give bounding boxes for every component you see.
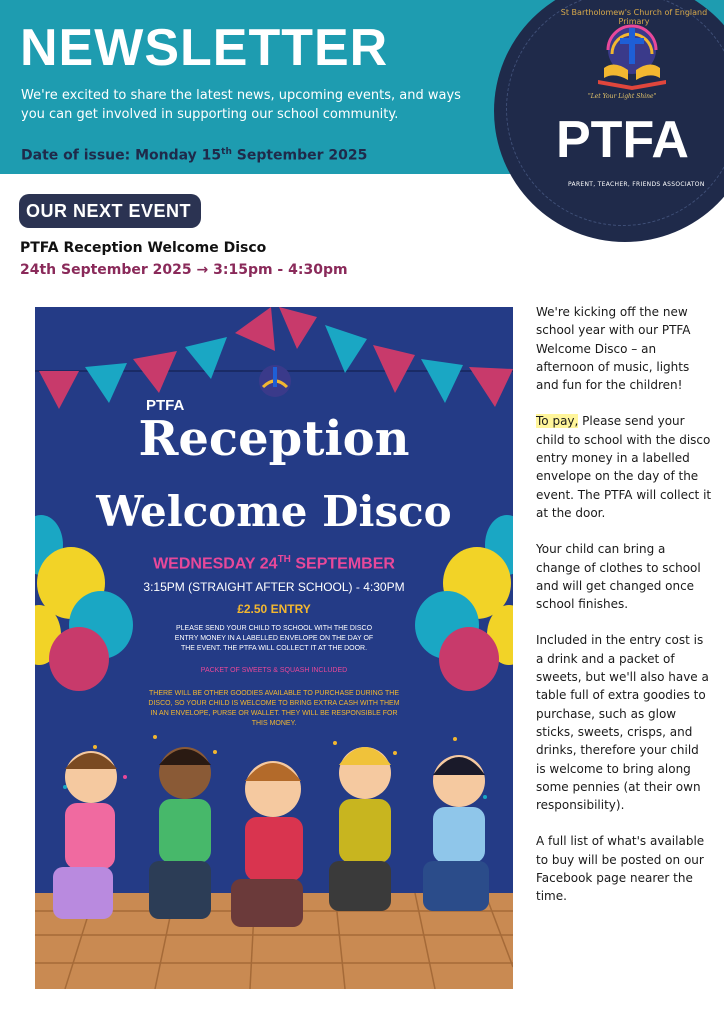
paragraph-intro: We're kicking off the new school year with our PTFA Welcome Disco – an afternoon of music, lights and fun for the children!	[536, 305, 691, 393]
paragraph-payment-text: Please send your child to school with the disco entry money in a labelled envelope on the day of the event. The PTFA will collect it at the door.	[536, 414, 712, 520]
event-description	[536, 303, 712, 924]
poster-date	[35, 554, 513, 573]
poster-title-line1: Reception	[138, 411, 410, 467]
ptfa-logo-text: PTFA	[556, 111, 689, 169]
issue-date-rest: September 2025	[231, 147, 368, 164]
school-name: St Bartholomew's Church of England Primary	[560, 8, 708, 26]
poster-goodies-note: THERE WILL BE OTHER GOODIES AVAILABLE TO PURCHASE DURING THE DISCO, SO YOUR CHILD IS WELCOME TO BRING EXTRA CASH WITH THEM IN AN ENVELOPE, PURSE OR WALLET. THEY WILL BE RESPONSIBLE FOR THIS MONEY.	[148, 690, 400, 727]
issue-date-suffix: th	[221, 147, 232, 157]
paragraph-included: Included in the entry cost is a drink and a packet of sweets, but we'll also have a table full of extra goodies to purchase, such as glow sticks, sweets, crisps, and drinks, therefore your child is welcome to bring along some pennies (at their own responsibility).	[536, 633, 709, 813]
newsletter-title: NEWSLETTER	[20, 19, 389, 77]
poster-payment-note: PLEASE SEND YOUR CHILD TO SCHOOL WITH THE DISCO ENTRY MONEY IN A LABELLED ENVELOPE ON THE DAY OF THE EVENT. THE PTFA WILL COLLECT IT AT THE DOOR.	[174, 625, 374, 652]
poster-title-line2: Welcome Disco	[96, 487, 452, 536]
paragraph-list: A full list of what's available to buy will be posted on our Facebook page nearer the time.	[536, 834, 705, 904]
issue-date-label: Date of issue: Monday 15	[21, 147, 222, 164]
poster-date-rest: SEPTEMBER	[290, 555, 395, 573]
highlight-to-pay: To pay,	[536, 414, 579, 429]
event-poster	[35, 307, 513, 989]
paragraph-payment	[536, 412, 712, 522]
event-title: PTFA Reception Welcome Disco	[20, 240, 267, 256]
poster-entry-price: £2.50 ENTRY	[237, 602, 311, 616]
poster-date-text: WEDNESDAY 24	[153, 555, 278, 573]
poster-org: PTFA	[146, 397, 185, 414]
school-crest-icon	[584, 20, 680, 92]
poster-date-suffix: TH	[277, 554, 291, 565]
ptfa-subtitle: PARENT, TEACHER, FRIENDS ASSOCIATON	[568, 181, 705, 188]
poster-time: 3:15PM (STRAIGHT AFTER SCHOOL) - 4:30PM	[143, 580, 405, 594]
section-heading: OUR NEXT EVENT	[26, 201, 192, 221]
issue-date	[21, 147, 367, 164]
poster-included-note: PACKET OF SWEETS & SQUASH INCLUDED	[200, 667, 348, 674]
paragraph-clothes: Your child can bring a change of clothes to school and will get changed once school finishes.	[536, 542, 701, 612]
school-motto: "Let Your Light Shine"	[588, 93, 657, 100]
poster-crest-icon	[259, 365, 291, 397]
intro-text: We're excited to share the latest news, upcoming events, and ways you can get involved in supporting our school community.	[21, 88, 461, 122]
event-date: 24th September 2025 → 3:15pm - 4:30pm	[20, 262, 348, 278]
